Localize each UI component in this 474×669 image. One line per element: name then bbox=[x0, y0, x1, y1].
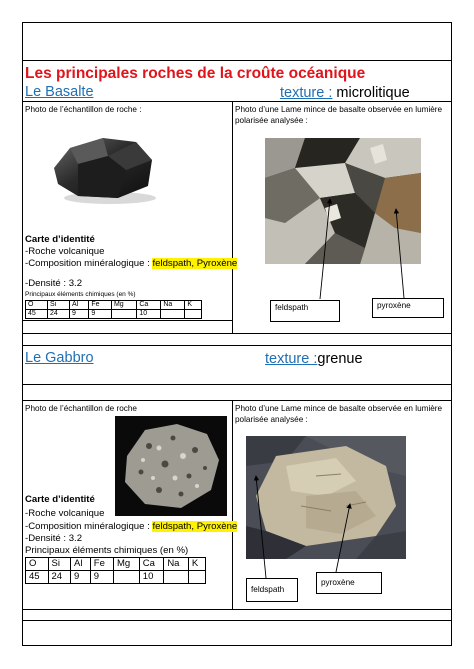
table-cell: Fe bbox=[89, 301, 112, 310]
gabbro-chem-table bbox=[25, 557, 206, 584]
rule bbox=[22, 60, 452, 61]
rule bbox=[22, 320, 232, 321]
gabbro-heading[interactable]: Le Gabbro bbox=[25, 350, 94, 366]
table-cell bbox=[111, 310, 136, 319]
rule bbox=[22, 345, 452, 346]
gabbro-photo-caption: Photo de l’échantillon de roche bbox=[25, 404, 137, 413]
texture-label[interactable]: texture : bbox=[280, 85, 333, 101]
table-cell: 24 bbox=[48, 310, 70, 319]
table-cell: Ca bbox=[137, 301, 161, 310]
table-cell: Na bbox=[164, 558, 189, 571]
gabbro-sample-image bbox=[115, 416, 227, 516]
table-cell: 24 bbox=[48, 571, 71, 584]
page-title: Les principales roches de la croûte océanique bbox=[25, 65, 366, 82]
basalt-id-type: -Roche volcanique bbox=[25, 246, 105, 257]
table-cell: 9 bbox=[70, 310, 89, 319]
table-cell: 9 bbox=[71, 571, 91, 584]
table-cell bbox=[188, 571, 205, 584]
basalt-sample-image bbox=[48, 130, 158, 205]
table-cell: 10 bbox=[137, 310, 161, 319]
basalt-chem-table bbox=[25, 300, 202, 319]
table-cell: Ca bbox=[139, 558, 164, 571]
table-cell: Mg bbox=[113, 558, 139, 571]
composition-value: feldspath, Pyroxène bbox=[152, 258, 238, 269]
gabbro-id-title: Carte d’identité bbox=[25, 494, 95, 505]
pyroxene-label: pyroxène bbox=[372, 298, 444, 318]
basalt-thin-section-caption: Photo d’une Lame mince de basalte observée en lumière polarisée analysée : bbox=[235, 105, 443, 125]
table-cell: K bbox=[185, 301, 202, 310]
rule bbox=[22, 384, 452, 385]
table-cell: Fe bbox=[90, 558, 113, 571]
table-cell: O bbox=[26, 301, 48, 310]
table-cell: Mg bbox=[111, 301, 136, 310]
pyroxene-label: pyroxène bbox=[316, 572, 382, 594]
table-cell: 45 bbox=[26, 571, 49, 584]
table-cell: 10 bbox=[139, 571, 164, 584]
feldspath-label: feldspath bbox=[270, 300, 340, 322]
texture-label[interactable]: texture : bbox=[265, 351, 318, 367]
basalt-id-composition bbox=[25, 258, 237, 271]
table-row bbox=[26, 301, 202, 310]
gabbro-id-composition bbox=[25, 521, 237, 534]
table-row bbox=[26, 571, 206, 584]
basalt-texture bbox=[280, 84, 410, 102]
table-cell: O bbox=[26, 558, 49, 571]
table-cell bbox=[161, 310, 185, 319]
basalt-heading[interactable]: Le Basalte bbox=[25, 84, 94, 100]
texture-value: microlitique bbox=[332, 85, 410, 101]
basalt-id-density: -Densité : 3.2 bbox=[25, 278, 83, 289]
table-row bbox=[26, 558, 206, 571]
table-cell bbox=[113, 571, 139, 584]
table-cell: Si bbox=[48, 558, 71, 571]
feldspath-label: feldspath bbox=[246, 578, 298, 602]
composition-label: -Composition minéralogique : bbox=[25, 258, 153, 269]
table-cell bbox=[164, 571, 189, 584]
table-cell: Al bbox=[70, 301, 89, 310]
table-cell bbox=[185, 310, 202, 319]
texture-value: grenue bbox=[317, 351, 363, 367]
rule bbox=[22, 620, 452, 621]
gabbro-thin-section-caption: Photo d’une Lame mince de basalte observée en lumière polarisée analysée : bbox=[235, 404, 443, 424]
table-cell: 9 bbox=[89, 310, 112, 319]
table-cell: Si bbox=[48, 301, 70, 310]
rule bbox=[22, 609, 452, 610]
table-cell: 9 bbox=[90, 571, 113, 584]
table-cell: 45 bbox=[26, 310, 48, 319]
composition-value: feldspath, Pyroxène bbox=[152, 521, 238, 532]
table-row bbox=[26, 310, 202, 319]
table-cell: Al bbox=[71, 558, 91, 571]
table-cell: Na bbox=[161, 301, 185, 310]
rule bbox=[22, 333, 452, 334]
gabbro-texture bbox=[265, 350, 363, 368]
composition-label: -Composition minéralogique : bbox=[25, 521, 153, 532]
gabbro-id-density: -Densité : 3.2 bbox=[25, 533, 83, 544]
table-cell: K bbox=[188, 558, 205, 571]
gabbro-chem-title: Principaux éléments chimiques (en %) bbox=[25, 545, 189, 556]
basalt-id-title: Carte d’identité bbox=[25, 234, 95, 245]
basalt-chem-title: Principaux éléments chimiques (en %) bbox=[25, 291, 136, 298]
basalt-photo-caption: Photo de l’échantillon de roche : bbox=[25, 105, 142, 114]
gabbro-id-type: -Roche volcanique bbox=[25, 508, 105, 519]
